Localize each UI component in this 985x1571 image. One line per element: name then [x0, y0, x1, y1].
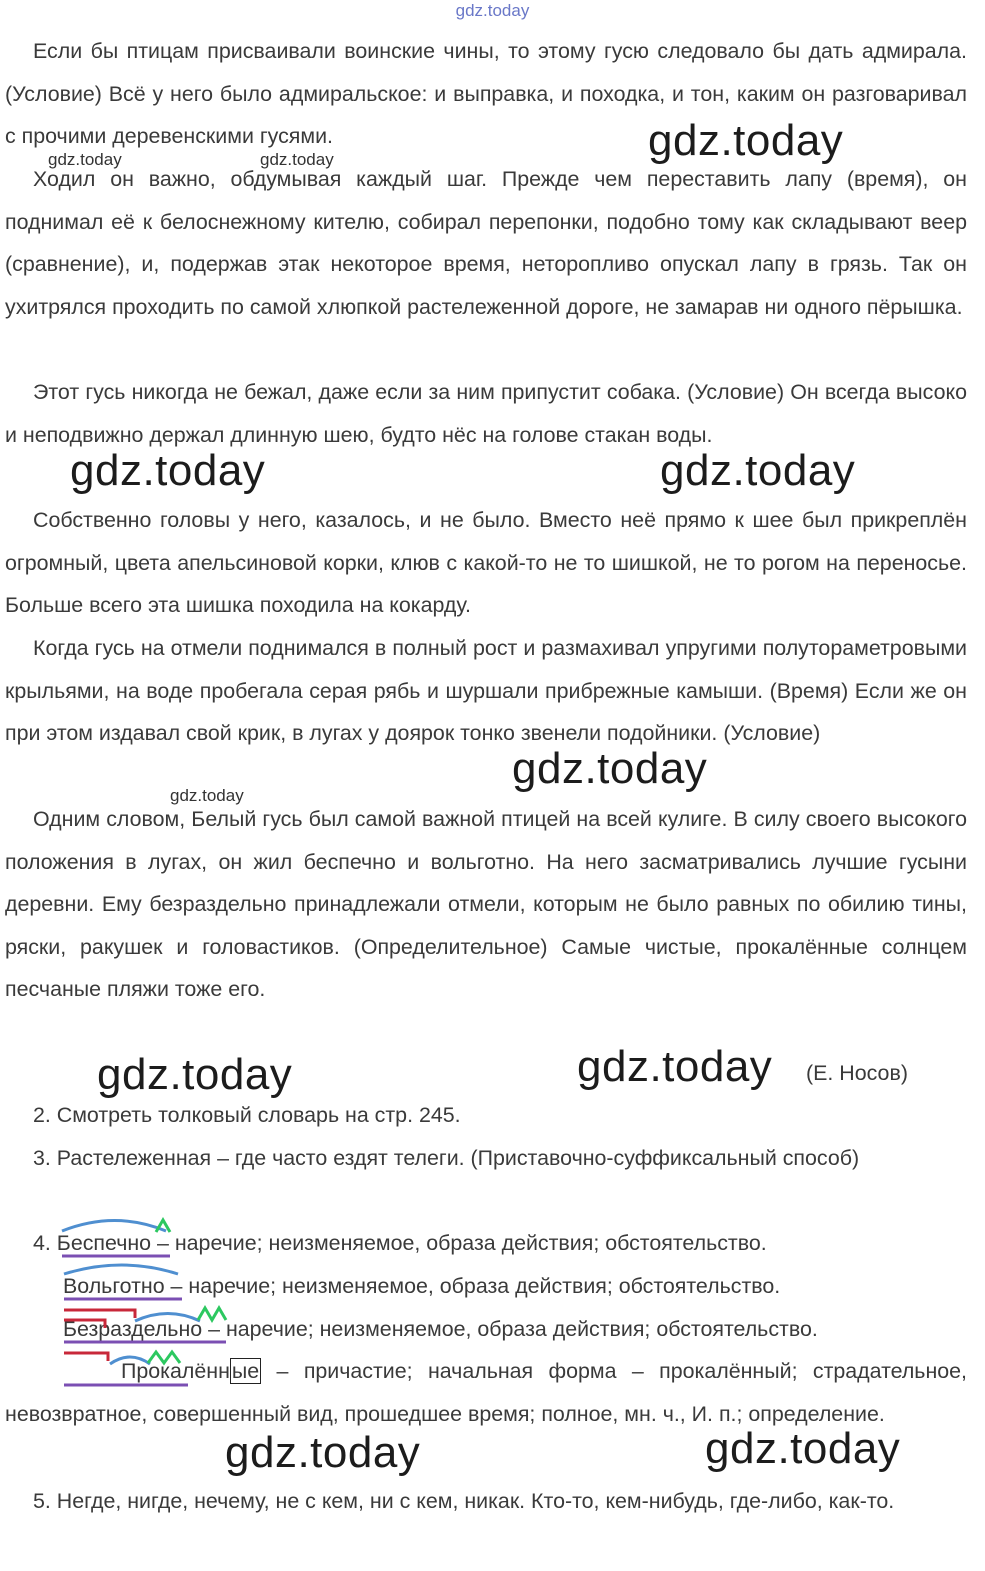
watermark: gdz.today [705, 1424, 901, 1473]
paragraph-3: Этот гусь никогда не бежал, даже если за ним припустит собака. (Условие) Он всегда высоко и неподвижно держал длинную шею, будто нёс на голове стакан воды. [5, 380, 967, 447]
analyzed-word: Беспечно [56, 1231, 152, 1255]
task-2: 2. Смотреть толковый словарь на стр. 245. [33, 1103, 461, 1127]
prefix-mark [64, 1310, 135, 1318]
watermark: gdz.today [660, 446, 856, 495]
small-watermark: gdz.today [170, 786, 244, 805]
word-analysis: – причастие; начальная форма – прокалённый; страдательное, невозвратное, совершенный вид, прошедшее время; полное, мн. ч., И. п.; определение. [5, 1359, 967, 1426]
root-arc-mark [62, 1221, 166, 1232]
header-watermark: gdz.today [455, 1, 530, 20]
watermark: gdz.today [512, 744, 708, 793]
word-ending: ые [231, 1359, 260, 1383]
task-5: 5. Негде, нигде, нечему, не с кем, ни с кем, никак. Кто-то, кем-нибудь, где-либо, как-то. [33, 1489, 895, 1513]
prefix-mark [64, 1320, 105, 1328]
prefix-mark [64, 1353, 108, 1361]
word-analysis: – наречие; неизменяемое, образа действия; обстоятельство. [151, 1231, 767, 1255]
word-analysis: – наречие; неизменяемое, образа действия; обстоятельство. [202, 1317, 818, 1341]
word-stem: Прокалённ [121, 1359, 230, 1383]
task-3: 3. Растележенная – где часто ездят телеги. (Приставочно-суффиксальный способ) [33, 1146, 860, 1170]
small-watermark: gdz.today [260, 150, 334, 169]
suffix-mark [148, 1352, 180, 1363]
paragraph-2: Ходил он важно, обдумывая каждый шаг. Прежде чем переставить лапу (время), он поднимал её к белоснежному кителю, собирал перепонки, подобно тому как складывают веер (сравнение), и, подержав этак некоторое время, неторопливо опускал лапу в грязь. Так он ухитрялся проходить по самой хлюпкой растележенной дороге, не замарав ни одного пёрышка. [5, 167, 967, 319]
author: (Е. Носов) [806, 1061, 908, 1085]
root-arc-mark [64, 1265, 178, 1274]
small-watermark: gdz.today [48, 150, 122, 169]
paragraph-1: Если бы птицам присваивали воинские чины, то этому гусю следовало бы дать адмирала. (Условие) Всё у него было адмиральское: и выправка, и походка, и тон, каким он разговаривал с прочими деревенскими гусями. [5, 39, 967, 149]
paragraph-5: Когда гусь на отмели поднимался в полный рост и размахивал упругими полутораметровыми крыльями, на воде пробегала серая рябь и шуршали прибрежные камыши. (Время) Если же он при этом издавал свой крик, в лугах у доярок тонко звенели подойники. (Условие) [5, 636, 967, 746]
watermark: gdz.today [648, 116, 844, 165]
analyzed-word: Безраздельно [63, 1317, 203, 1341]
root-arc-mark [110, 1357, 150, 1364]
watermark: gdz.today [577, 1042, 773, 1091]
paragraph-6: Одним словом, Белый гусь был самой важной птицей на всей кулиге. В силу своего высокого положения в лугах, он жил беспечно и вольготно. На него засматривались лучшие гусыни деревни. Ему безраздельно принадлежали отмели, которым не было равных по обилию тины, ряски, ракушек и головастиков. (Определительное) Самые чистые, прокалённые солнцем песчаные пляжи тоже его. [5, 807, 967, 1002]
root-arc-mark [135, 1314, 200, 1322]
word-analysis: – наречие; неизменяемое, образа действия; обстоятельство. [164, 1274, 781, 1298]
suffix-mark [198, 1308, 226, 1320]
analyzed-word: Вольготно [63, 1274, 165, 1298]
task-4-number: 4. [33, 1231, 51, 1255]
watermark: gdz.today [97, 1050, 293, 1099]
paragraph-4: Собственно головы у него, казалось, и не было. Вместо неё прямо к шее был прикреплён огромный, цвета апельсиновой корки, клюв с какой-то не то шишкой, не то рогом на переносье. Больше всего эта шишка походила на кокарду. [5, 508, 967, 618]
watermark: gdz.today [225, 1428, 421, 1477]
watermark: gdz.today [70, 446, 266, 495]
